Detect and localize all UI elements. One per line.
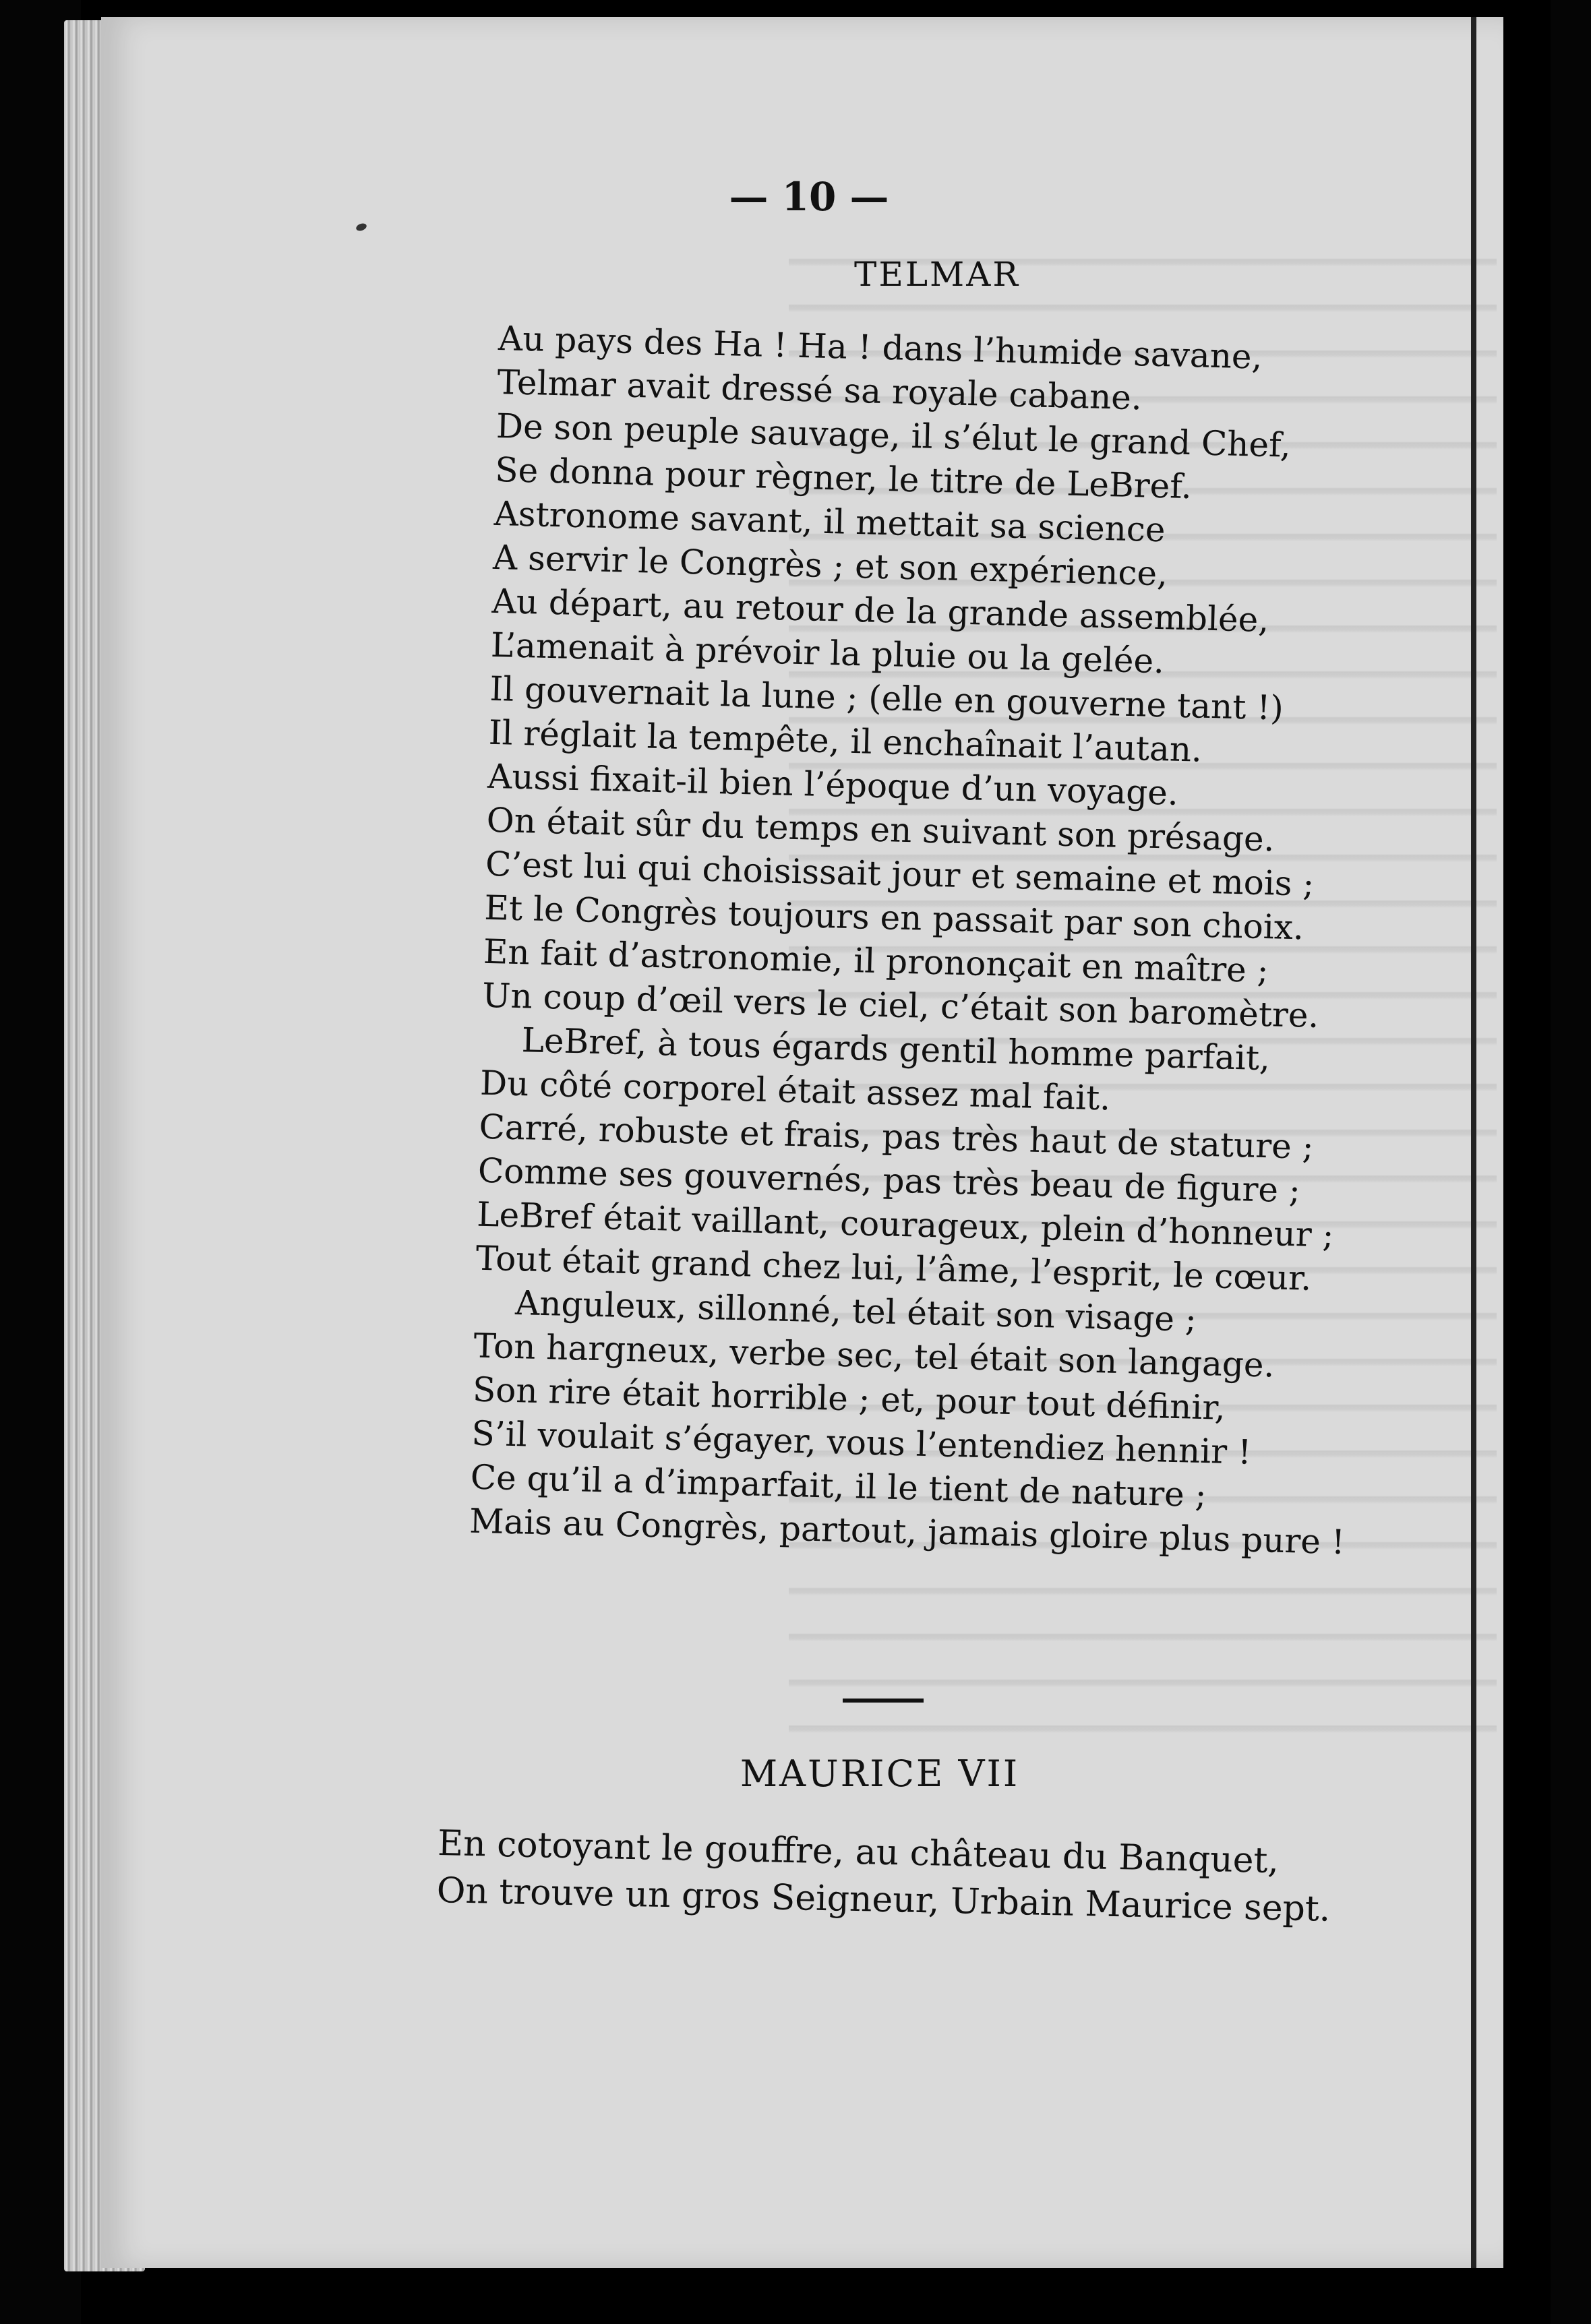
scan-border-right bbox=[1551, 0, 1591, 2324]
section-title: MAURICE VII bbox=[740, 1752, 1020, 1795]
poem-line: S’il voulait s’égayer, vous l’entendiez hennir ! bbox=[471, 1413, 1252, 1472]
poem-line: Au pays des Ha ! Ha ! dans l’humide savane, bbox=[498, 318, 1263, 377]
poem-line: Mais au Congrès, partout, jamais gloire plus pure ! bbox=[469, 1501, 1346, 1562]
page-number: — 10 — bbox=[729, 174, 889, 220]
poem-line: Aussi fixait-il bien l’époque d’un voyage. bbox=[487, 756, 1179, 813]
poem-line: Un coup d’œil vers le ciel, c’était son baromètre. bbox=[481, 975, 1320, 1036]
poem-line: Se donna pour règner, le titre de LeBref. bbox=[494, 450, 1193, 507]
section-body bbox=[436, 1820, 1331, 1932]
poem-body bbox=[469, 317, 1346, 1562]
poem-line: Il réglait la tempête, il enchaînait l’autan. bbox=[488, 712, 1203, 770]
poem-line: LeBref, à tous égards gentil homme parfait, bbox=[521, 1020, 1271, 1078]
poem-line: Il gouvernait la lune ; (elle en gouverne tant !) bbox=[489, 669, 1284, 728]
poem-line: Tout était grand chez lui, l’âme, l’esprit, le cœur. bbox=[475, 1238, 1313, 1298]
poem-line: On était sûr du temps en suivant son présage. bbox=[486, 800, 1275, 859]
poem-title: TELMAR bbox=[853, 255, 1021, 294]
poem-line: En fait d’astronomie, il prononçait en maître ; bbox=[483, 931, 1269, 991]
poem-line: C’est lui qui choisissait jour et semaine et mois ; bbox=[485, 844, 1315, 904]
poem-line: A servir le Congrès ; et son expérience, bbox=[492, 537, 1168, 594]
poem-line: Son rire était horrible ; et, pour tout définir, bbox=[472, 1370, 1226, 1428]
poem-line: Astronome savant, il mettait sa science bbox=[493, 493, 1166, 550]
section-line: En cotoyant le gouffre, au château du Banquet, bbox=[437, 1823, 1280, 1882]
gutter-line bbox=[1471, 17, 1476, 2268]
poem-line: De son peuple sauvage, il s’élut le grand Chef, bbox=[496, 406, 1292, 465]
poem-line: Carré, robuste et frais, pas très haut de stature ; bbox=[478, 1107, 1315, 1167]
poem-line: Comme ses gouvernés, pas très beau de figure ; bbox=[477, 1151, 1301, 1211]
poem-line: Au départ, au retour de la grande assemblée, bbox=[491, 581, 1269, 640]
poem-line: L’amenait à prévoir la pluie ou la gelée. bbox=[490, 625, 1165, 681]
poem-line: Et le Congrès toujours en passait par son choix. bbox=[483, 888, 1304, 948]
poem-line: Ce qu’il a d’imparfait, il le tient de nature ; bbox=[470, 1457, 1207, 1515]
poem-line: Telmar avait dressé sa royale cabane. bbox=[496, 362, 1143, 418]
poem-line: Anguleux, sillonné, tel était son visage ; bbox=[514, 1283, 1197, 1339]
section-divider bbox=[843, 1699, 924, 1703]
poem-line: Du côté corporel était assez mal fait. bbox=[479, 1063, 1111, 1118]
poem-line: LeBref était vaillant, courageux, plein d’honneur ; bbox=[476, 1194, 1335, 1255]
section-line: On trouve un gros Seigneur, Urbain Maurice sept. bbox=[436, 1870, 1331, 1930]
poem-line: Ton hargneux, verbe sec, tel était son langage. bbox=[473, 1326, 1275, 1385]
